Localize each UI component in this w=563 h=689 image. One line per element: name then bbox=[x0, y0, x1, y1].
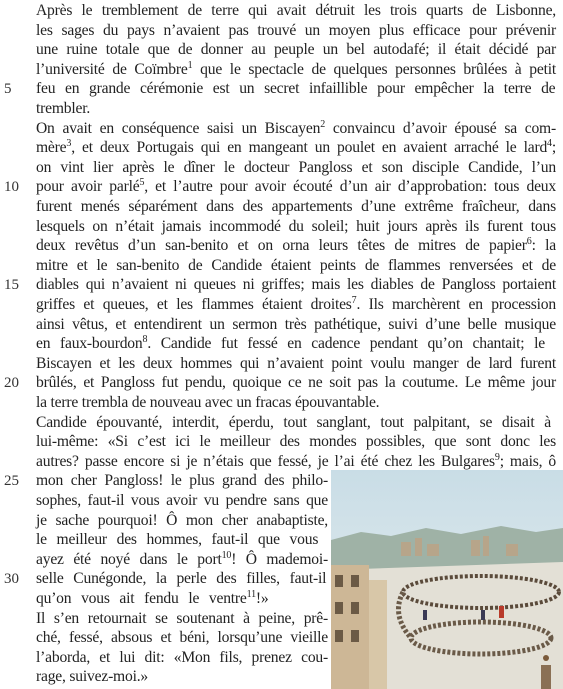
footnote-marker: 9 bbox=[494, 451, 500, 463]
line-text: lesquels on n’était jamais incommodé du soleil; huit jours après ils furent tous bbox=[36, 217, 556, 235]
footnote-marker: 10 bbox=[221, 549, 232, 561]
footnote-marker: 8 bbox=[142, 334, 148, 345]
line-text-continued: , et l’autre pour avoir écouté d’un air d’approbation: tous deux bbox=[144, 178, 556, 196]
line-text: furent menés séparément dans des appartements d’une extrême fraîcheur, dans bbox=[36, 198, 556, 215]
line-text: rage, suivez-moi.» bbox=[36, 668, 149, 686]
line-text: lui-même: «Si c’est ici le meilleur des mondes possibles, que sont donc les bbox=[36, 433, 556, 451]
line-text: feu en grande cérémonie est un secret infaillible pour empêcher la terre de bbox=[36, 80, 556, 98]
line-text: l’aborda, et lui dit: «Mon fils, prenez cou- bbox=[36, 648, 328, 666]
line-text: en faux-bourdon bbox=[36, 335, 143, 353]
line-text: pour avoir parlé bbox=[36, 178, 140, 196]
line-text-continued: : la bbox=[531, 237, 556, 255]
line-text: Biscayen et les deux hommes qui n’avaient point voulu manger de lard furent bbox=[36, 354, 556, 372]
line-number: 20 bbox=[4, 375, 19, 392]
footnote-marker: 11 bbox=[246, 588, 256, 600]
line-number: 15 bbox=[4, 277, 19, 294]
line-number: 25 bbox=[4, 473, 19, 490]
line-text-continued: , et deux Portugais qui en mangeant un poulet en avaient arraché le lard bbox=[71, 139, 548, 157]
line-text: l’université de Coïmbre bbox=[36, 60, 188, 78]
line-text: mère bbox=[36, 139, 67, 157]
footnote-marker: 1 bbox=[187, 59, 193, 71]
line-text: deux revêtus d’un san-benito et on orna leurs têtes de mitres de papier bbox=[36, 237, 527, 255]
line-text: Après le tremblement de terre qui avait détruit les trois quarts de Lisbonne, bbox=[36, 2, 556, 19]
line-text: autres? passe encore si je n’étais que fessé, je l’ai été chez les Bulgares bbox=[36, 452, 495, 470]
line-text: qu’on vous ait fendu le ventre bbox=[36, 590, 247, 607]
footnote-marker: 5 bbox=[139, 177, 145, 189]
footnote-marker: 3 bbox=[66, 138, 72, 149]
line-text: on vint lier après le dîner le docteur Pangloss et son disciple Candide, l’un bbox=[36, 158, 556, 176]
line-text-continued: convaincu d’avoir épousé sa com- bbox=[325, 119, 556, 137]
line-number: 10 bbox=[4, 179, 19, 196]
line-text-continued: . Candide fut fessé en cadence pendant qu’on chantait; le bbox=[147, 335, 545, 353]
line-text: On avait en conséquence saisi un Biscayen bbox=[36, 119, 321, 137]
line-text-continued: ; bbox=[551, 139, 556, 157]
line-text: trembler. bbox=[36, 100, 91, 117]
footnote-marker: 2 bbox=[320, 118, 325, 130]
line-text: ainsi vêtus, et entendirent un sermon très pathétique, suivi d’une belle musique bbox=[36, 315, 556, 333]
text-line bbox=[36, 666, 148, 688]
line-text: je sache pourquoi! Ô mon cher anabaptiste, bbox=[36, 511, 328, 529]
line-text: sophes, faut-il vous avoir vu pendre sans que bbox=[36, 492, 328, 509]
line-text: le meilleur des hommes, faut-il que vous bbox=[36, 531, 319, 549]
footnote-marker: 6 bbox=[526, 236, 532, 247]
autodafe-illustration bbox=[331, 470, 563, 689]
footnote-marker: 7 bbox=[351, 294, 357, 306]
text-line bbox=[36, 78, 555, 100]
line-text-continued: ! Ô mademoi- bbox=[231, 550, 328, 568]
line-text: Candide épouvanté, interdit, éperdu, tout sanglant, tout palpitant, se disait à bbox=[36, 413, 551, 431]
footnote-marker: 4 bbox=[547, 138, 552, 149]
line-text: ayez été noyé dans le port bbox=[36, 550, 222, 568]
line-text: mon cher Pangloss! le plus grand des philo- bbox=[36, 472, 328, 490]
line-number: 30 bbox=[4, 571, 19, 588]
line-text: griffes et queues, et les flammes étaient droites bbox=[36, 296, 352, 313]
line-text: Il s’en retournait se soutenant à peine, prê- bbox=[36, 609, 328, 627]
line-text: mitre et le san-benito de Candide étaient peints de flammes renversées et de bbox=[36, 256, 556, 274]
line-text: diables qui n’avaient ni queues ni griffes; mais les diables de Pangloss portaient bbox=[36, 276, 556, 294]
line-text: selle Cunégonde, la perle des filles, faut-il bbox=[36, 570, 327, 588]
line-text: ché, fessé, absous et béni, lorsqu’une vieille bbox=[36, 629, 328, 647]
line-text: une ruine totale que de donner au peuple un bel autodafé; il était décidé par bbox=[36, 41, 556, 59]
line-number: 5 bbox=[4, 81, 12, 98]
line-text-continued: . Ils marchèrent en procession bbox=[356, 296, 556, 313]
line-text-continued: !» bbox=[255, 590, 269, 607]
line-text-continued: que le spectacle de quelques personnes brûlées à petit bbox=[192, 60, 556, 78]
line-text: les sages du pays n’avaient pas trouvé un moyen plus efficace pour prévenir bbox=[36, 21, 556, 39]
line-text-continued: ; mais, ô bbox=[499, 452, 556, 470]
line-text: brûlés, et Pangloss fut pendu, quoique ce ne soit pas la coutume. Le même jour bbox=[36, 374, 556, 392]
line-text: la terre trembla de nouveau avec un fracas épouvantable. bbox=[36, 394, 380, 411]
